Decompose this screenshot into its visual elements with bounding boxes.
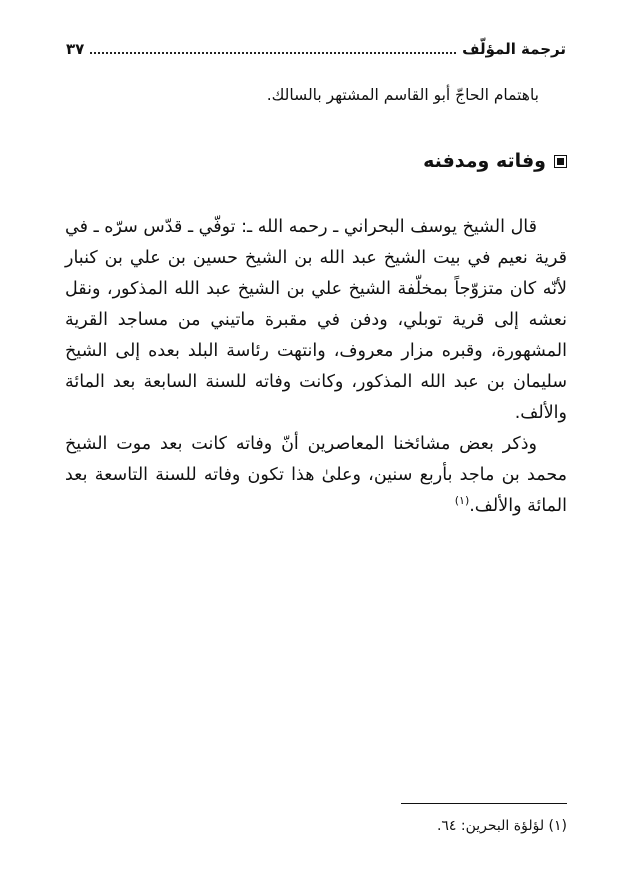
paragraph-2: [65, 429, 567, 522]
section-heading: [423, 150, 567, 172]
footnote-reference: (١): [454, 494, 470, 508]
page-number: ٣٧: [66, 40, 85, 58]
running-header: [66, 40, 566, 62]
paragraph-1-text: قال الشيخ يوسف البحراني ـ رحمه الله ـ: توفّي ـ قدّس سرّه ـ في قرية نعيم في بيت الشيخ عبد الله بن الشيخ حسين بن علي بن كنبار لأنّه كان متزوّجاً بمخلّفة الشيخ علي بن الشيخ عبد الله المذكور، ونقل نعشه إلى قرية توبلي، ودفن في مقبرة ماتيني من مساجد القرية المشهورة، وقبره مزار معروف، وانتهت رئاسة البلد بعده إلى الشيخ سليمان بن عبد الله المذكور، وكانت وفاته للسنة السابعة بعد المائة والألف.: [65, 217, 567, 423]
footnote-separator: [401, 803, 567, 804]
paragraph-2-text: وذكر بعض مشائخنا المعاصرين أنّ وفاته كانت بعد موت الشيخ محمد بن ماجد بأربع سنين، وعلىٰ هذا تكون وفاته للسنة التاسعة بعد المائة والألف.: [65, 434, 567, 516]
header-dot-leader: [90, 51, 456, 54]
footnote: (١) لؤلؤة البحرين: ٦٤.: [436, 818, 567, 834]
paragraph-1: [65, 212, 567, 429]
square-bullet-icon: [554, 155, 567, 168]
continued-text-line: باهتمام الحاجّ أبو القاسم المشتهر بالسالك.: [266, 86, 539, 104]
header-title: ترجمة المؤلّف: [462, 40, 566, 58]
body-text: [65, 212, 567, 522]
section-heading-text: وفاته ومدفنه: [423, 150, 546, 172]
